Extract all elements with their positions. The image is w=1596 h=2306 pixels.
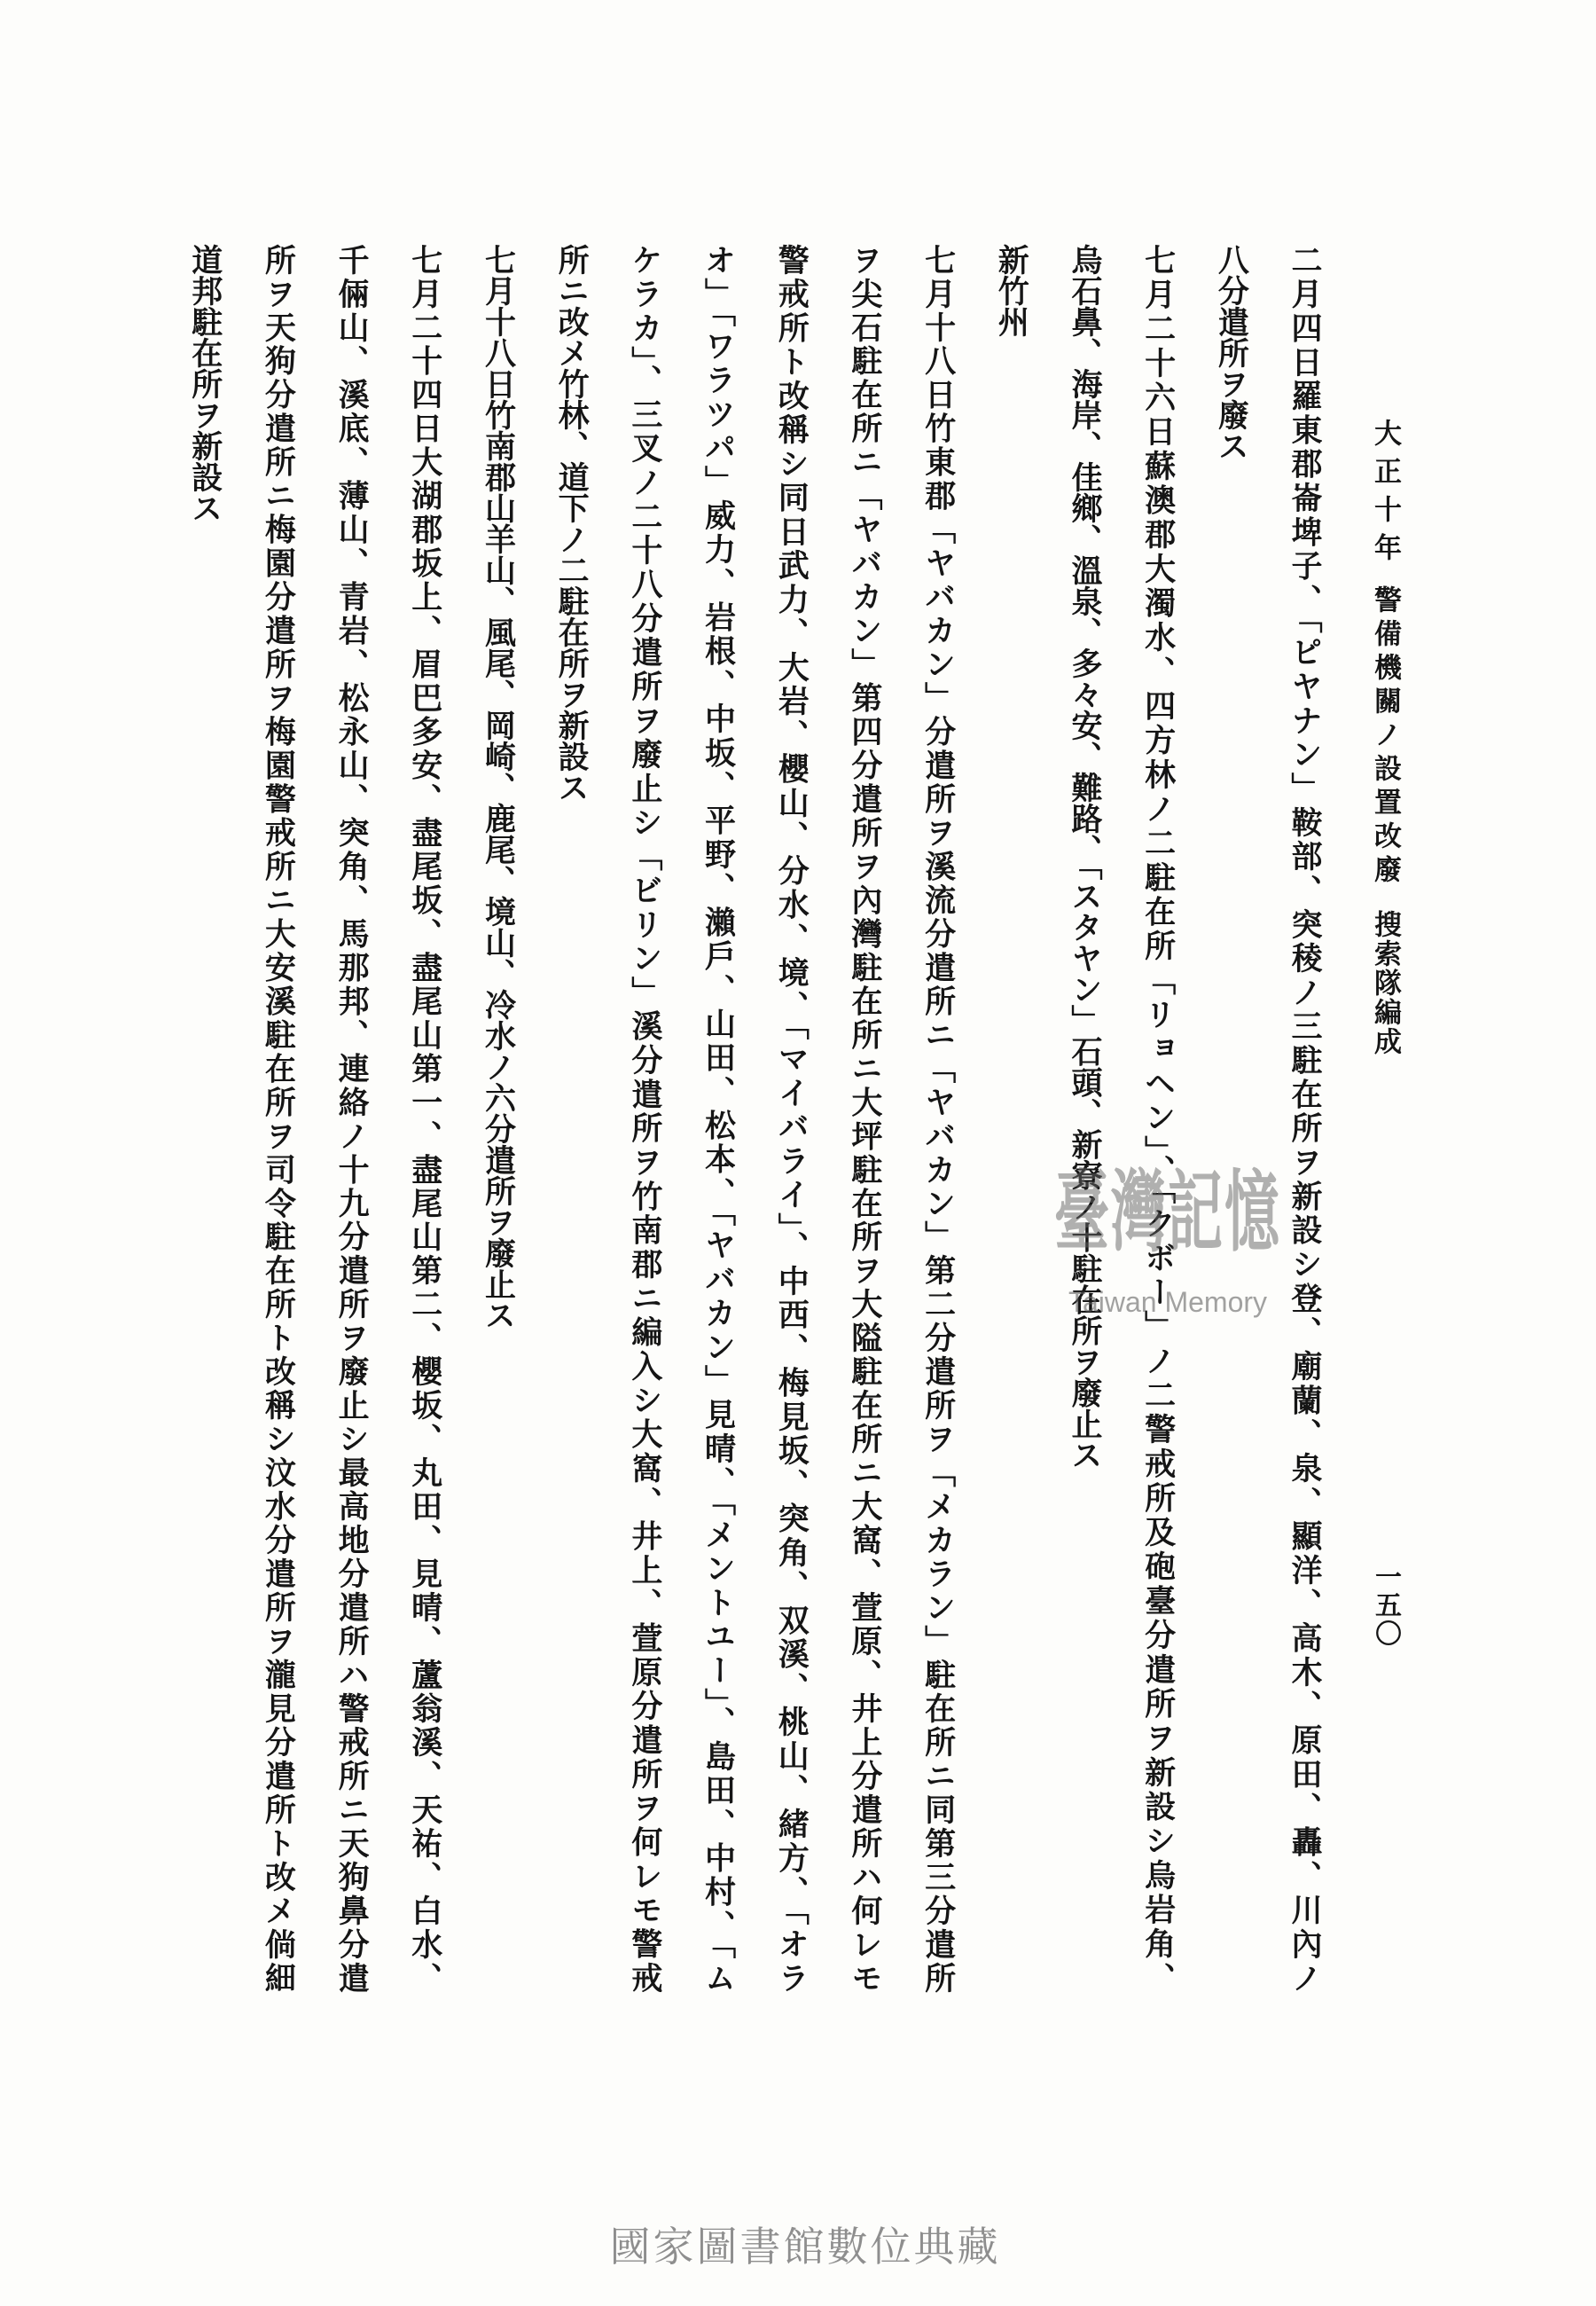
text-column: オ」「ワラツパ」威力、岩根、中坂、平野、瀨戶、山田、松本、「ヤバカン」見晴、「メントユー」、島田、中村、「ム: [700, 244, 737, 1993]
header-title: 警備機關ノ設置改廢: [1369, 585, 1401, 889]
watermark-caption: Taiwan Memory: [1068, 1286, 1268, 1318]
text-column: 七月二十六日蘇澳郡大濁水、四方林ノ二駐在所「リョヘン」、「クボー」ノ二警戒所及砲臺分遣所ヲ新設シ烏岩角、: [1139, 244, 1177, 1993]
text-column: 千倆山、溪底、薄山、青岩、松永山、突角、馬那邦、連絡ノ十九分遣所ヲ廢止シ最高地分遣所ハ警戒所ニ天狗鼻分遣: [333, 244, 371, 1993]
text-column: 七月十八日竹東郡「ヤバカン」分遣所ヲ溪流分遣所ニ「ヤバカン」第二分遣所ヲ「メカラン」駐在所ニ同第三分遣所: [919, 244, 957, 1993]
header-subtitle: 搜索隊編成: [1369, 910, 1401, 1056]
text-column: 警戒所ト改稱シ同日武力、大岩、櫻山、分水、境、「マイバライ」、中西、梅見坂、突角、双溪、桃山、緒方、「オラ: [773, 244, 810, 1993]
body-text: [168, 244, 1341, 1993]
watermark-logo: 臺灣記憶: [1053, 1160, 1281, 1265]
header-year: 大正十年: [1369, 419, 1401, 571]
text-column: 二月四日羅東郡崙埤子、「ピヤナン」鞍部、突稜ノ三駐在所ヲ新設シ登、廟蘭、泉、顯洋、高木、原田、轟、川內ノ: [1287, 244, 1323, 1993]
text-column: 所ヲ天狗分遣所ニ梅園分遣所ヲ梅園警戒所ニ大安溪駐在所ヲ司令駐在所ト改稱シ汶水分遣所ヲ瀧見分遣所ト改メ倘細: [260, 244, 297, 1993]
text-column: 八分遣所ヲ廢ス: [1213, 244, 1250, 461]
text-column: 七月二十四日大湖郡坂上、眉巴多安、盡尾坂、盡尾山第一、盡尾山第二、櫻坂、丸田、見晴、蘆翁溪、天祐、白水、: [406, 244, 443, 1993]
section-heading: 新竹州: [993, 244, 1030, 337]
page-number: 一五〇: [1370, 1563, 1401, 1648]
text-column: 道邦駐在所ヲ新設ス: [186, 244, 223, 523]
text-column: ヲ尖石駐在所ニ「ヤバカン」第四分遣所ヲ內灣駐在所ニ大坪駐在所ヲ大隘駐在所ニ大窩、萱原、井上分遣所ハ何レモ: [846, 244, 883, 1993]
text-column: 七月十八日竹南郡山羊山、風尾、岡崎、鹿尾、境山、冷水ノ六分遣所ヲ廢止ス: [480, 244, 517, 1330]
archive-footer: 國家圖書館數位典藏: [609, 2223, 1001, 2271]
text-column: ケラカ」、三叉ノ二十八分遣所ヲ廢止シ「ビリン」溪分遣所ヲ竹南郡ニ編入シ大窩、井上、萱原分遣所ヲ何レモ警戒: [626, 244, 663, 1993]
text-column: 所ニ改メ竹林、道下ノ二駐在所ヲ新設ス: [553, 244, 591, 803]
text-column: 烏石鼻、海岸、佳鄉、溫泉、多々安、難路、「スタヤン」石頭、新寮ノ十駐在所ヲ廢止ス: [1066, 244, 1103, 1471]
